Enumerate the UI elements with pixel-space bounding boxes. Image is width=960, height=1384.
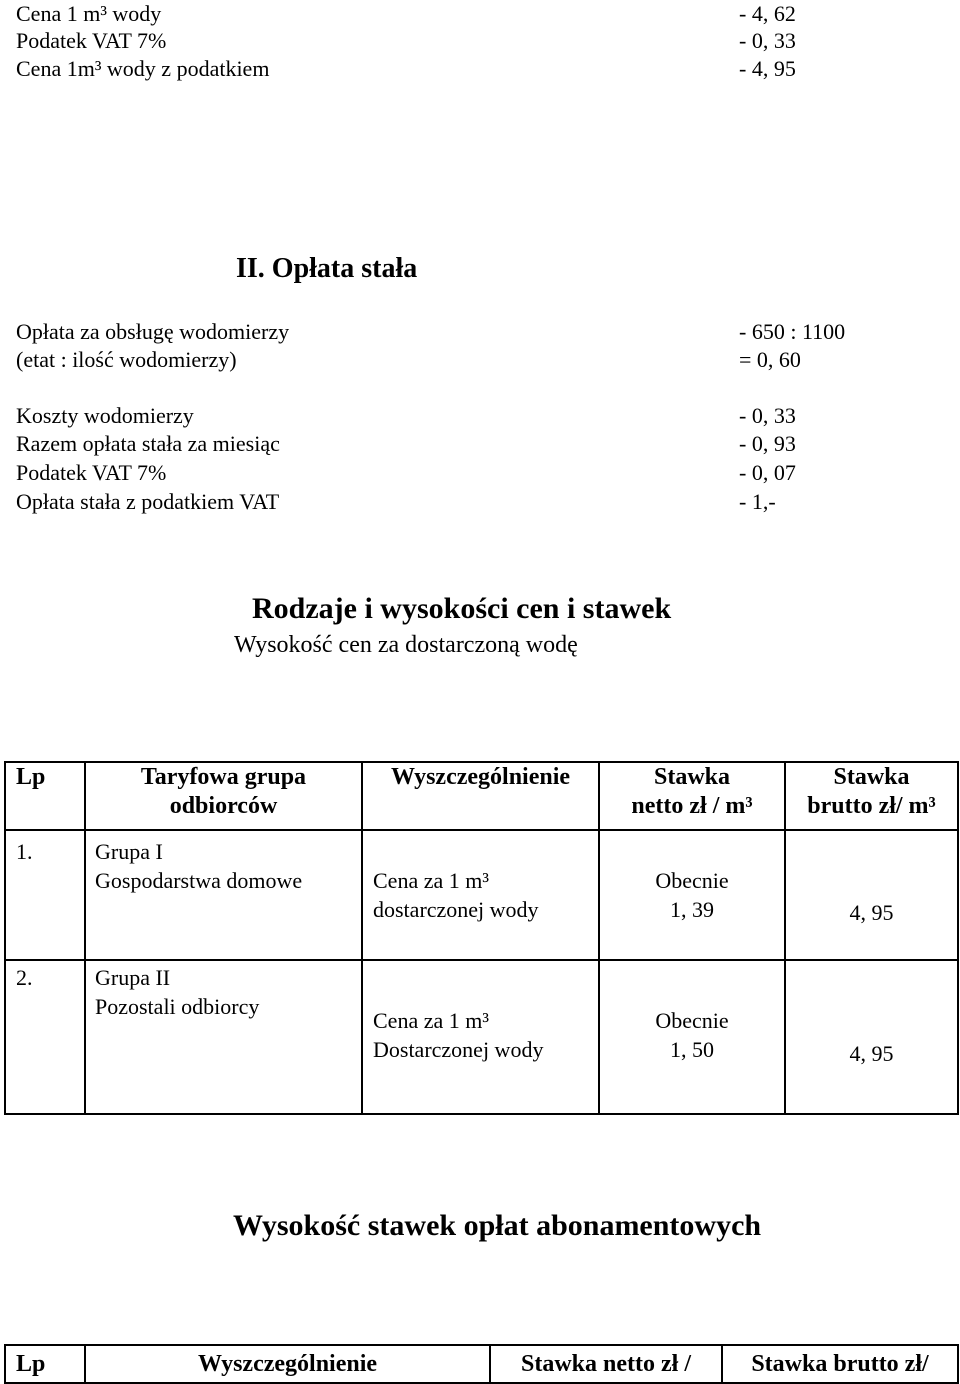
header-net: Stawka netto zł /: [490, 1345, 722, 1383]
fee-item-label: Podatek VAT 7%: [16, 460, 167, 485]
header-spec: Wyszczególnienie: [85, 1345, 490, 1383]
meter-fee-sub-value: = 0, 60: [739, 347, 801, 372]
row-net: Obecnie 1, 39: [599, 830, 785, 960]
header-lp: Lp: [5, 762, 85, 830]
price-line-value: - 4, 95: [739, 56, 796, 81]
row-lp: 2.: [5, 960, 85, 1114]
table-header-row: [5, 762, 958, 830]
price-line-label: Podatek VAT 7%: [16, 28, 167, 53]
table-row: [5, 830, 958, 960]
meter-fee-label: Opłata za obsługę wodomierzy: [16, 319, 290, 344]
price-line-value: - 0, 33: [739, 28, 796, 53]
rates-section-subtitle: Wysokość cen za dostarczoną wodę: [234, 632, 578, 658]
header-lp: Lp: [5, 1345, 85, 1383]
header-gross: Stawka brutto zł/: [722, 1345, 958, 1383]
row-gross: 4, 95: [785, 960, 958, 1114]
table-row: [5, 960, 958, 1114]
subscription-table: [4, 1344, 959, 1384]
section-title-fixed-fee: II. Opłata stała: [236, 253, 418, 284]
water-rates-table: [4, 761, 959, 1115]
fee-item-label: Koszty wodomierzy: [16, 403, 194, 428]
header-spec: Wyszczególnienie: [362, 762, 599, 830]
fee-item-value: - 0, 07: [739, 460, 796, 485]
table-header-row: [5, 1345, 958, 1383]
row-gross: 4, 95: [785, 830, 958, 960]
price-line-label: Cena 1 m³ wody: [16, 1, 162, 26]
header-group: Taryfowa grupa odbiorców: [85, 762, 362, 830]
meter-fee-value: - 650 : 1100: [739, 319, 846, 344]
header-gross: Stawka brutto zł/ m³: [785, 762, 958, 830]
fee-item-label: Razem opłata stała za miesiąc: [16, 431, 280, 456]
row-group: Grupa I Gospodarstwa domowe: [85, 830, 362, 960]
row-net: Obecnie 1, 50: [599, 960, 785, 1114]
meter-fee-sub-label: (etat : ilość wodomierzy): [16, 347, 237, 372]
fee-item-label: Opłata stała z podatkiem VAT: [16, 489, 280, 514]
subscription-section-title: Wysokość stawek opłat abonamentowych: [233, 1209, 762, 1242]
row-spec: Cena za 1 m³ Dostarczonej wody: [362, 960, 599, 1114]
rates-section-title: Rodzaje i wysokości cen i stawek: [252, 592, 672, 625]
fee-item-value: - 0, 33: [739, 403, 796, 428]
fee-item-value: - 1,-: [739, 489, 776, 514]
price-line-value: - 4, 62: [739, 1, 796, 26]
price-line-label: Cena 1m³ wody z podatkiem: [16, 56, 270, 81]
fee-item-value: - 0, 93: [739, 431, 796, 456]
row-lp: 1.: [5, 830, 85, 960]
row-spec: Cena za 1 m³ dostarczonej wody: [362, 830, 599, 960]
row-group: Grupa II Pozostali odbiorcy: [85, 960, 362, 1114]
header-net: Stawka netto zł / m³: [599, 762, 785, 830]
